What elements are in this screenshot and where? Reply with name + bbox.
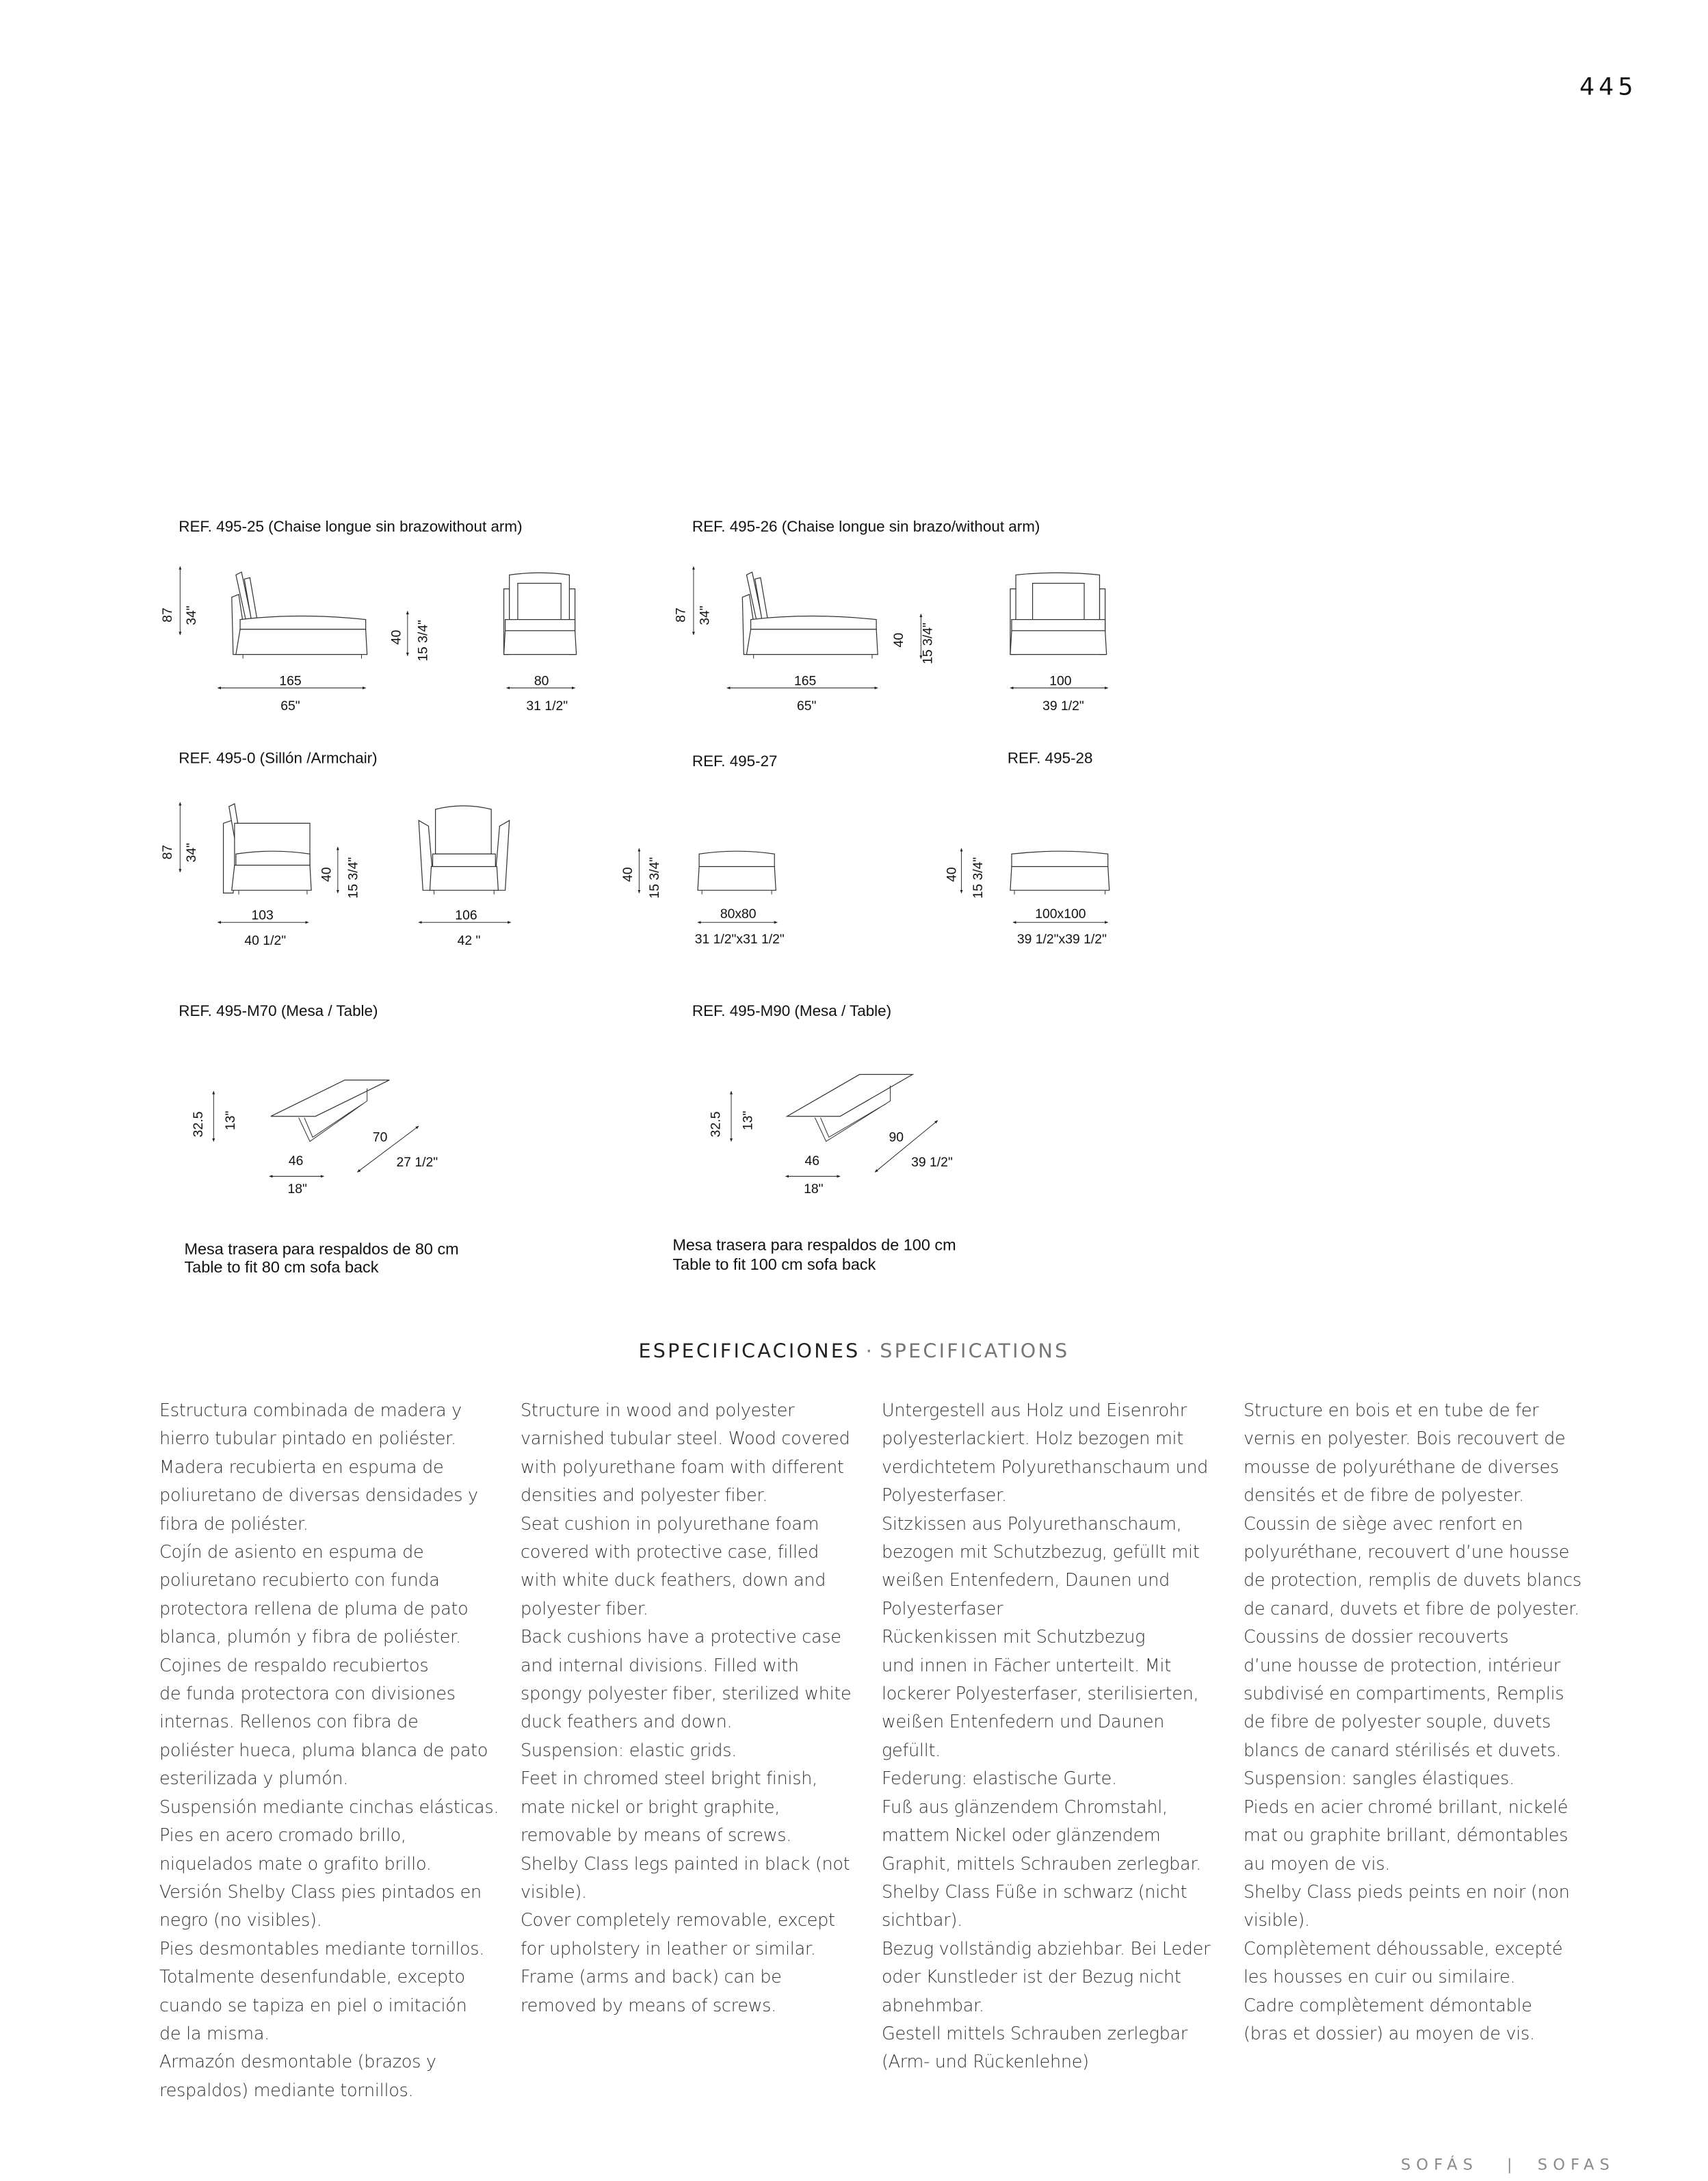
specs-heading xyxy=(638,1340,1069,1363)
specs-separator: · xyxy=(865,1339,875,1363)
seat-in: 15 3/4" xyxy=(920,623,936,664)
length-in: 27 1/2" xyxy=(396,1155,438,1171)
length-in: 40 1/2" xyxy=(244,932,287,948)
footer-section-es: SOFÁS xyxy=(1401,2156,1479,2174)
front-view-drawing xyxy=(1010,573,1107,654)
front-view-drawing xyxy=(419,806,510,895)
size-in: 31 1/2"x31 1/2" xyxy=(694,931,785,947)
note-es: Mesa trasera para respaldos de 100 cm xyxy=(672,1236,956,1254)
item-495-26 xyxy=(674,518,1108,714)
length-cm: 90 xyxy=(889,1129,904,1145)
depth-in: 18" xyxy=(804,1181,824,1197)
length-cm: 165 xyxy=(793,673,817,689)
item-caption: REF. 495-0 (Sillón /Armchair) xyxy=(179,749,378,767)
seat-cm: 40 xyxy=(944,867,960,883)
item-495-m70 xyxy=(179,1002,458,1276)
table-drawing xyxy=(271,1080,389,1142)
width-cm: 100 xyxy=(1049,673,1072,689)
item-495-25 xyxy=(160,518,577,714)
height-cm: 87 xyxy=(673,608,689,623)
spec-column-es: Estructura combinada de madera y hierro tubular pintado en poliéster. Madera recubierta en espuma de poliuretano de diversas densidades y fibra de poliéster. Cojín de asiento en espuma de poliuretano recubierto con funda protectora rellena de pluma de pato blanca, plumón y fibra de poliéster. Cojines de respaldo recubiertos de funda protectora con divisiones internas. Rellenos con fibra de poliéster hueca, pluma blanca de pato esterilizada y plumón. Suspensión mediante cinchas elásticas. Pies en acero cromado brillo, niquelados mate o grafito brillo. Versión Shelby Class pies pintados en negro (no visibles). Pies desmontables mediante tornillos. Totalmente desenfundable, excepto cuando se tapiza en piel o imitación de la misma. Armazón desmontable (brazos y respaldos) mediante tornillos. xyxy=(159,1400,499,2101)
footer-divider: | xyxy=(1507,2156,1518,2174)
length-cm: 103 xyxy=(251,908,274,924)
seat-cm: 40 xyxy=(319,867,334,883)
height-in: 13" xyxy=(740,1110,756,1131)
specs-title-es: ESPECIFICACIONES xyxy=(638,1339,860,1363)
side-view-drawing xyxy=(742,572,878,658)
item-495-m90 xyxy=(672,1002,956,1273)
item-495-27 xyxy=(620,753,785,947)
height-cm: 87 xyxy=(160,608,176,623)
specs-title-en: SPECIFICATIONS xyxy=(880,1339,1070,1363)
height-cm: 32.5 xyxy=(190,1111,206,1138)
side-view-drawing xyxy=(232,572,367,658)
width-in: 42 " xyxy=(457,932,481,948)
item-caption: REF. 495-28 xyxy=(1007,749,1093,767)
seat-in: 15 3/4" xyxy=(415,620,431,662)
item-caption: REF. 495-26 (Chaise longue sin brazo/without arm) xyxy=(692,518,1040,536)
footer-section-en: SOFAS xyxy=(1537,2156,1616,2174)
spec-column-fr: Structure en bois et en tube de fer vernis en polyester. Bois recouvert de mousse de polyuréthane de diverses densités et de fibre de polyester. Coussin de siège avec renfort en polyuréthane, recouvert d’une housse de protection, remplis de duvets blancs de canard, duvets et fibre de polyester. Coussins de dossier recouverts d’une housse de protection, intérieur subdivisé en compartiments, Remplis de fibre de polyester souple, duvets blancs de canard stérilisés et duvets. Suspension: sangles élastiques. Pieds en acier chromé brillant, nickelé mat ou graphite brillant, démontables au moyen de vis. Shelby Class pieds peints en noir (non visible). Complètement déhoussable, excepté les housses en cuir ou similaire. Cadre complètement démontable (bras et dossier) au moyen de vis. xyxy=(1244,1400,1581,2044)
size-cm: 80x80 xyxy=(720,906,757,922)
item-caption: REF. 495-M90 (Mesa / Table) xyxy=(692,1002,892,1019)
spec-column-de: Untergestell aus Holz und Eisenrohr polyesterlackiert. Holz bezogen mit verdichtetem Polyurethanschaum und Polyesterfaser. Sitzkissen aus Polyurethanschaum, bezogen mit Schutzbezug, gefüllt mit weißen Entenfedern, Daunen und Polyesterfaser Rückenkissen mit Schutzbezug und innen in Fächer unterteilt. Mit lockerer Polyesterfaser, sterilisierten, weißen Entenfedern und Daunen gefüllt. Federung: elastische Gurte. Fuß aus glänzendem Chromstahl, mattem Nickel oder glänzendem Graphit, mittels Schrauben zerlegbar. Shelby Class Füße in schwarz (nicht sichtbar). Bezug vollständig abziehbar. Bei Leder oder Kunstleder ist der Bezug nicht abnehmbar. Gestell mittels Schrauben zerlegbar (Arm- und Rückenlehne) xyxy=(882,1400,1211,2073)
side-view-drawing xyxy=(224,804,311,895)
seat-cm: 40 xyxy=(620,867,636,883)
seat-in: 15 3/4" xyxy=(646,857,662,899)
size-cm: 100x100 xyxy=(1035,906,1086,922)
item-495-28 xyxy=(944,750,1109,947)
width-in: 31 1/2" xyxy=(526,698,568,714)
seat-cm: 40 xyxy=(389,629,404,645)
seat-in: 15 3/4" xyxy=(345,857,361,899)
front-view-drawing xyxy=(504,573,577,654)
width-cm: 80 xyxy=(534,673,549,689)
width-cm: 106 xyxy=(455,908,477,924)
note-en: Table to fit 100 cm sofa back xyxy=(672,1255,876,1274)
note-en: Table to fit 80 cm sofa back xyxy=(184,1258,379,1277)
ottoman-drawing xyxy=(698,851,776,894)
height-in: 34" xyxy=(697,605,713,625)
length-cm: 70 xyxy=(372,1129,388,1145)
length-in: 39 1/2" xyxy=(911,1155,953,1171)
item-caption: REF. 495-25 (Chaise longue sin brazowithout arm) xyxy=(179,518,523,536)
size-in: 39 1/2"x39 1/2" xyxy=(1016,931,1107,947)
page-number: 445 xyxy=(1579,73,1638,101)
spec-column-en: Structure in wood and polyester varnished tubular steel. Wood covered with polyurethane foam with different densities and polyester fiber. Seat cushion in polyurethane foam covered with protective case, filled with white duck feathers, down and polyester fiber. Back cushions have a protective case and internal divisions. Filled with spongy polyester fiber, sterilized white duck feathers and down. Suspension: elastic grids. Feet in chromed steel bright finish, mate nickel or bright graphite, removable by means of screws. Shelby Class legs painted in black (not visible). Cover completely removable, except for upholstery in leather or similar. Frame (arms and back) can be removed by means of screws. xyxy=(521,1400,852,2016)
note-es: Mesa trasera para respaldos de 80 cm xyxy=(184,1240,459,1258)
height-in: 34" xyxy=(183,605,199,625)
ottoman-drawing xyxy=(1010,851,1109,894)
item-caption: REF. 495-27 xyxy=(692,752,778,770)
item-caption: REF. 495-M70 (Mesa / Table) xyxy=(179,1002,378,1019)
seat-in: 15 3/4" xyxy=(971,857,986,899)
length-cm: 165 xyxy=(279,673,302,689)
height-cm: 87 xyxy=(160,844,176,860)
length-in: 65" xyxy=(796,698,817,714)
width-in: 39 1/2" xyxy=(1042,698,1084,714)
height-in: 13" xyxy=(222,1110,238,1131)
length-in: 65" xyxy=(280,698,300,714)
height-in: 34" xyxy=(183,843,199,863)
seat-cm: 40 xyxy=(891,632,906,648)
height-cm: 32.5 xyxy=(708,1111,724,1138)
depth-in: 18" xyxy=(287,1181,307,1197)
item-495-0 xyxy=(160,750,511,948)
depth-cm: 46 xyxy=(288,1153,304,1169)
depth-cm: 46 xyxy=(804,1153,820,1169)
